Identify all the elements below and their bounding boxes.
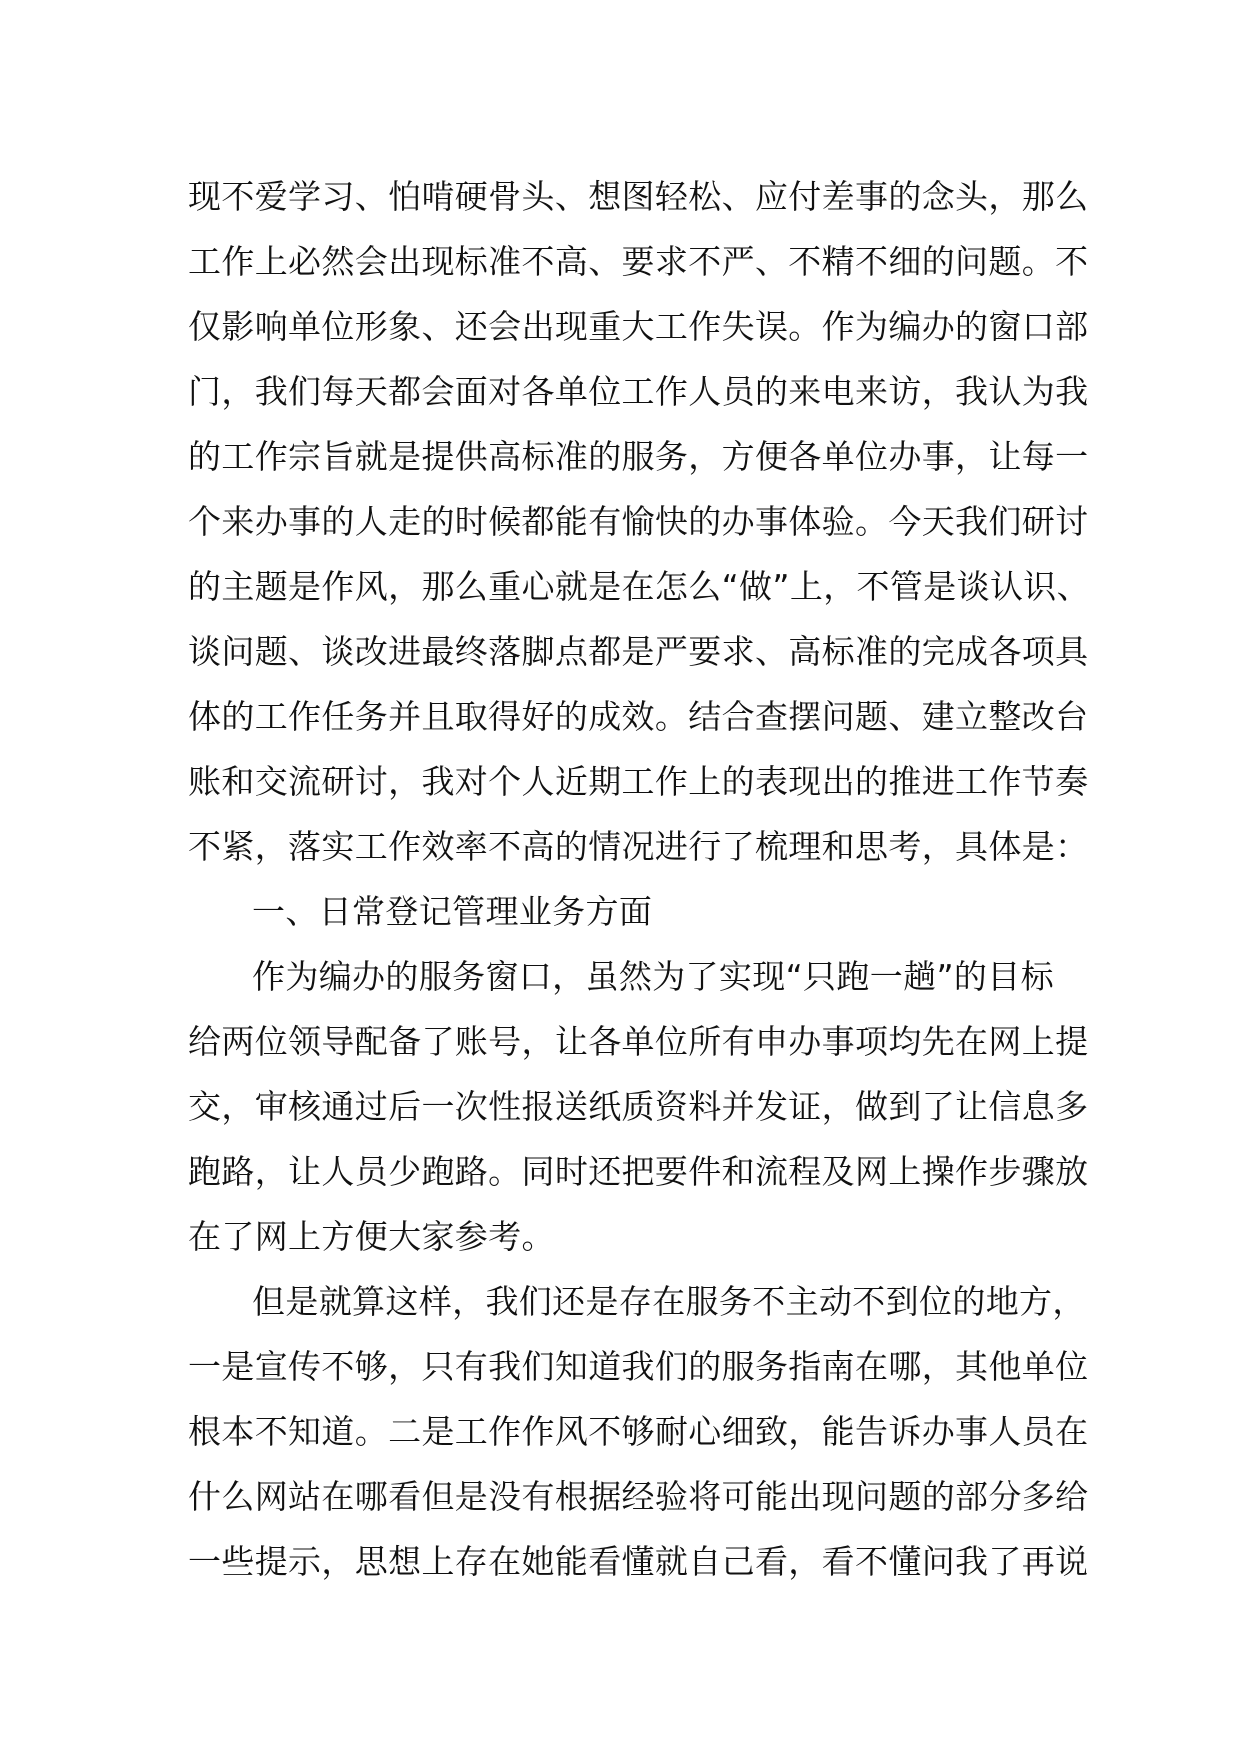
text-line: 一些提示，思想上存在她能看懂就自己看，看不懂问我了再说 [188,1542,1089,1581]
text-line: 不紧，落实工作效率不高的情况进行了梳理和思考，具体是： [188,827,1089,866]
text-line: 一是宣传不够，只有我们知道我们的服务指南在哪，其他单位 [188,1347,1089,1386]
text-line: 根本不知道。二是工作作风不够耐心细致，能告诉办事人员在 [188,1412,1089,1451]
text-line: 仅影响单位形象、还会出现重大工作失误。作为编办的窗口部 [188,307,1089,346]
text-line: 跑路，让人员少跑路。同时还把要件和流程及网上操作步骤放 [188,1152,1089,1191]
text-line: 谈问题、谈改进最终落脚点都是严要求、高标准的完成各项具 [188,632,1089,671]
text-line: 的主题是作风，那么重心就是在怎么“做”上，不管是谈认识、 [188,567,1090,606]
text-line: 现不爱学习、怕啃硬骨头、想图轻松、应付差事的念头，那么 [188,177,1089,216]
text-line: 给两位领导配备了账号，让各单位所有申办事项均先在网上提 [188,1022,1089,1061]
body-text [188,164,1228,1594]
text-line: 个来办事的人走的时候都能有愉快的办事体验。今天我们研讨 [188,502,1089,541]
text-line: 的工作宗旨就是提供高标准的服务，方便各单位办事，让每一 [188,437,1089,476]
text-line: 门，我们每天都会面对各单位工作人员的来电来访，我认为我 [188,372,1089,411]
text-line: 工作上必然会出现标准不高、要求不严、不精不细的问题。不 [188,242,1089,281]
text-line: 在了网上方便大家参考。 [188,1217,555,1256]
paragraph-start-line: 作为编办的服务窗口，虽然为了实现“只跑一趟”的目标 [252,957,1054,996]
text-line: 账和交流研讨，我对个人近期工作上的表现出的推进工作节奏 [188,762,1089,801]
text-line: 体的工作任务并且取得好的成效。结合查摆问题、建立整改台 [188,697,1089,736]
text-line: 交，审核通过后一次性报送纸质资料并发证，做到了让信息多 [188,1087,1089,1126]
paragraph-start-line: 但是就算这样，我们还是存在服务不主动不到位的地方， [252,1282,1086,1321]
text-line: 什么网站在哪看但是没有根据经验将可能出现问题的部分多给 [188,1477,1089,1516]
section-heading: 一、日常登记管理业务方面 [252,892,653,931]
